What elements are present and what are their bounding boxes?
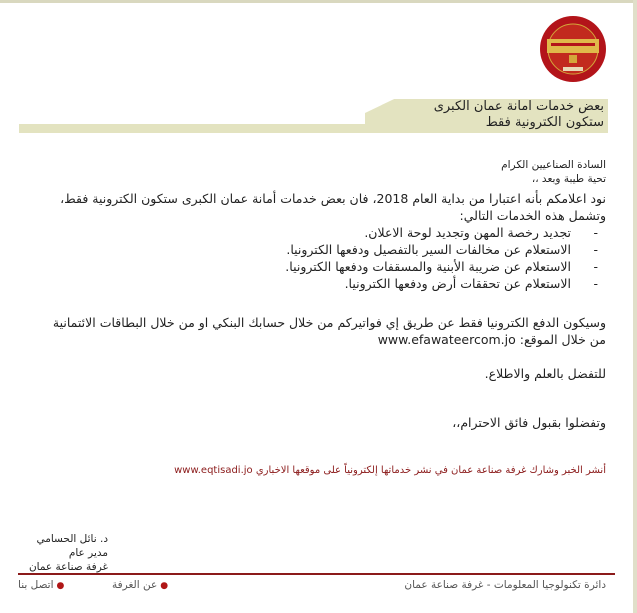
signature-block	[18, 532, 108, 574]
frame-right-border	[633, 0, 637, 613]
frame-top-border	[0, 0, 637, 3]
signatory-org: غرفة صناعة عمان	[28, 561, 108, 573]
payment-text: وسيكون الدفع الكترونيا فقط عن طريق إي فواتيركم من خلال حسابك البنكي او من خلال البطاقات الائتمانية من خلال الموقع:	[52, 315, 606, 347]
intro-paragraph: نود اعلامكم بأنه اعتبارا من بداية العام 2018، فان بعض خدمات أمانة عمان الكبرى ستكون الكترونية فقط، وتشمل هذه الخدمات التالي:	[60, 191, 606, 223]
share-news-link[interactable]: أنشر الخبر وشارك غرفة صناعة عمان في نشر خدماتها إلكترونياً على موقعها الاخباري www.eqtisadi.jo	[174, 465, 606, 476]
contact-us-link[interactable]	[18, 579, 64, 591]
service-text: الاستعلام عن مخالفات السير بالتفصيل ودفعها الكترونيا.	[286, 242, 571, 257]
bullet-dash: -	[593, 242, 598, 257]
bullet-dash: -	[593, 276, 598, 291]
salutation-line-1: السادة الصناعيين الكرام	[501, 159, 606, 171]
signatory-name: د. نائل الحسامي	[36, 533, 108, 545]
signatory-title: مدير عام	[68, 547, 108, 559]
footer-divider	[18, 573, 615, 575]
salutation-line-2: تحية طيبة وبعد ،،	[531, 173, 606, 185]
bullet-dash: -	[593, 225, 598, 240]
about-chamber-label[interactable]: عن الغرفة	[112, 579, 158, 591]
contact-us-label[interactable]: اتصل بنا	[18, 579, 54, 591]
notice-text: للتفضل بالعلم والاطلاع.	[484, 366, 606, 381]
service-item	[40, 275, 606, 292]
announcement-title	[434, 99, 604, 131]
salutation	[501, 158, 606, 186]
about-chamber-link[interactable]	[112, 579, 168, 591]
bullet-dot-icon: ●	[160, 581, 169, 591]
service-item	[40, 224, 606, 241]
efawateercom-link[interactable]: www.efawateercom.jo	[377, 332, 516, 347]
closing-text: وتفضلوا بقبول فائق الاحترام،،	[452, 415, 606, 430]
services-list	[40, 224, 606, 292]
letter-body	[40, 190, 606, 292]
payment-paragraph	[40, 314, 606, 348]
footer-credit: دائرة تكنولوجيا المعلومات - غرفة صناعة عمان	[404, 579, 606, 591]
service-item	[40, 258, 606, 275]
service-item	[40, 241, 606, 258]
bullet-dot-icon: ●	[56, 581, 65, 591]
bullet-dash: -	[593, 259, 598, 274]
service-text: تجديد رخصة المهن وتجديد لوحة الاعلان.	[364, 225, 571, 240]
title-line-1: بعض خدمات امانة عمان الكبرى	[433, 99, 604, 114]
service-text: الاستعلام عن تحققات أرض ودفعها الكترونيا.	[344, 276, 571, 291]
title-line-2: ستكون الكترونية فقط	[485, 115, 604, 130]
amman-chamber-of-industry-logo	[539, 15, 607, 83]
service-text: الاستعلام عن ضريبة الأبنية والمسقفات ودفعها الكترونيا.	[285, 259, 571, 274]
